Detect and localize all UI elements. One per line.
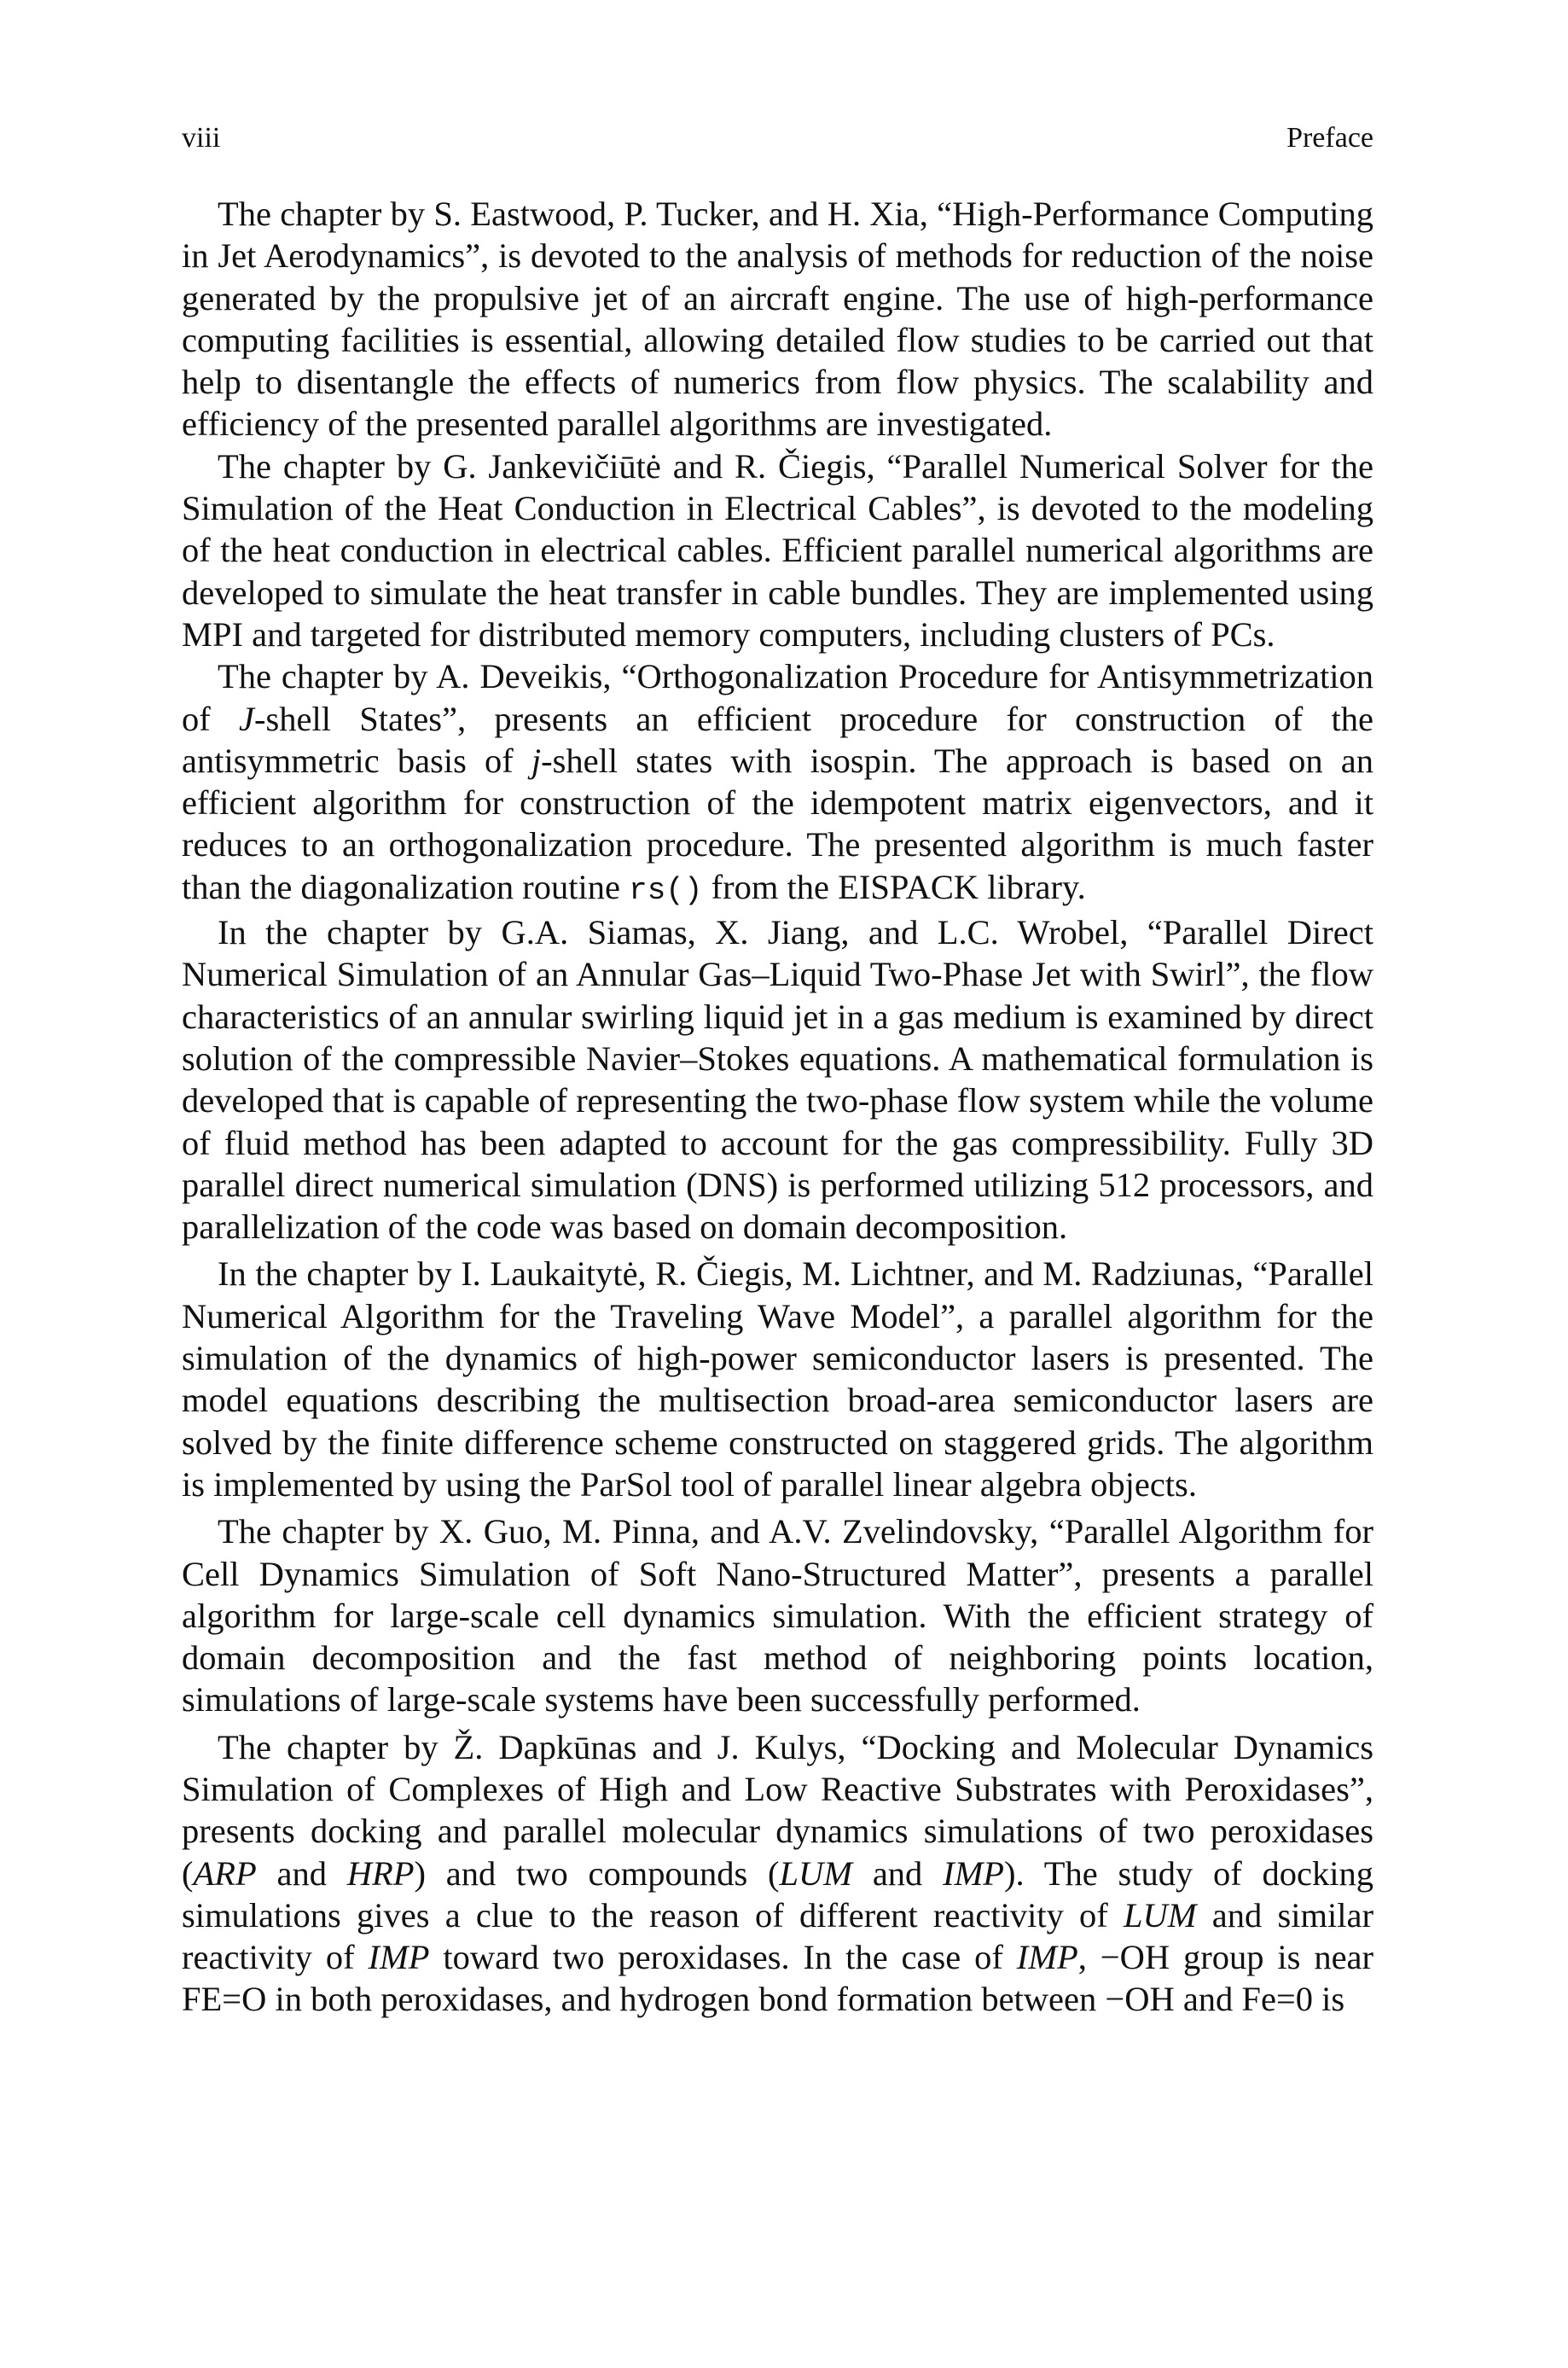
text-segment: The chapter by X. Guo, M. Pinna, and A.V. Zvelindovsky, “Parallel Algorithm for Cell Dynamics Simulation of Soft Nano-Structured Matter”, presents a parallel algorithm for large-scale cell dynamics simulation. With the efficient strategy of domain decomposition and the fast method of neighboring points location, simulations of large-scale systems have been successfully performed.: [182, 1512, 1373, 1719]
running-head: [182, 119, 1373, 157]
text-segment: In the chapter by G.A. Siamas, X. Jiang, and L.C. Wrobel, “Parallel Direct Numerical Simulation of an Annular Gas–Liquid Two-Phase Jet with Swirl”, the flow characteristics of an annular swirling liquid jet in a gas medium is examined by direct solution of the compressible Navier–Stokes equations. A mathematical formulation is developed that is capable of representing the two-phase flow system while the volume of fluid method has been adapted to account for the gas compressibility. Fully 3D parallel direct numerical simulation (DNS) is performed utilizing 512 processors, and parallelization of the code was based on domain decomposition.: [182, 913, 1373, 1247]
book-page: [182, 119, 1373, 2021]
italic-term: IMP: [368, 1938, 430, 1977]
text-segment: toward two peroxidases. In the case of: [429, 1938, 1017, 1977]
paragraph-laukaityte: [182, 1253, 1373, 1505]
text-segment: The chapter by S. Eastwood, P. Tucker, and H. Xia, “High-Performance Computing in Jet Aerodynamics”, is devoted to the analysis of methods for reduction of the noise generated by the propulsive jet of an aircraft engine. The use of high-performance computing facilities is essential, allowing detailed flow studies to be carried out that help to disentangle the effects of numerics from flow physics. The scalability and efficiency of the presented parallel algorithms are investigated.: [182, 195, 1373, 444]
italic-term: IMP: [943, 1853, 1005, 1893]
text-segment: , −OH group is near FE=O in both peroxidases, and hydrogen bond formation between −OH and Fe=0 is: [182, 1938, 1374, 2019]
text-segment: -shell states with isospin. The approach is based on an efficient algorithm for construction of the idempotent matrix eigenvectors, and it reduces to an orthogonalization procedure. The presented algorithm is much faster than the diagonalization routine: [182, 741, 1373, 906]
paragraph-guo: [182, 1510, 1373, 1720]
text-segment: and: [256, 1853, 347, 1893]
italic-term: LUM: [1124, 1895, 1197, 1935]
code-term: rs(): [629, 872, 703, 908]
text-segment: The chapter by Ž. Dapkūnas and J. Kulys, “Docking and Molecular Dynamics Simulation of Complexes of High and Low Reactive Substrates with Peroxidases”, presents docking and parallel molecular dynamics simulations of two peroxidases (: [182, 1727, 1373, 1893]
italic-term: LUM: [779, 1853, 853, 1893]
paragraph-deveikis: [182, 655, 1373, 911]
text-segment: In the chapter by I. Laukaitytė, R. Čiegis, M. Lichtner, and M. Radziunas, “Parallel Numerical Algorithm for the Traveling Wave Model”, a parallel algorithm for the simulation of the dynamics of high-power semiconductor lasers is presented. The model equations describing the multisection broad-area semiconductor lasers are solved by the finite difference scheme constructed on staggered grids. The algorithm is implemented by using the ParSol tool of parallel linear algebra objects.: [182, 1254, 1373, 1504]
paragraph-siamas: [182, 911, 1373, 1248]
italic-term: ARP: [193, 1853, 257, 1893]
text-segment: The chapter by A. Deveikis, “Orthogonalization Procedure for Antisymmetrization of: [182, 657, 1373, 738]
text-segment: -shell States”, presents an efficient procedure for construction of the antisymmetric basis of: [182, 699, 1373, 780]
section-title: Preface: [1286, 122, 1373, 154]
text-segment: The chapter by G. Jankevičiūtė and R. Čiegis, “Parallel Numerical Solver for the Simulation of the Heat Conduction in Electrical Cables”, is devoted to the modeling of the heat conduction in electrical cables. Efficient parallel numerical algorithms are developed to simulate the heat transfer in cable bundles. They are implemented using MPI and targeted for distributed memory computers, including clusters of PCs.: [182, 446, 1373, 654]
italic-term: j: [531, 741, 542, 780]
text-segment: and: [852, 1853, 944, 1893]
text-segment: ) and two compounds (: [414, 1853, 780, 1893]
italic-term: J: [239, 699, 254, 738]
paragraph-dapkunas: [182, 1726, 1373, 2021]
italic-term: HRP: [346, 1853, 415, 1893]
text-segment: ). The study of docking simulations gives a clue to the reason of different reactivity of: [182, 1853, 1373, 1935]
page-number: viii: [182, 122, 221, 154]
body-text: [182, 193, 1373, 2021]
text-segment: from the EISPACK library.: [702, 867, 1086, 906]
text-segment: and similar reactivity of: [182, 1895, 1373, 1977]
paragraph-eastwood: [182, 193, 1373, 445]
italic-term: IMP: [1016, 1938, 1078, 1977]
paragraph-jankeviciute: [182, 445, 1373, 655]
